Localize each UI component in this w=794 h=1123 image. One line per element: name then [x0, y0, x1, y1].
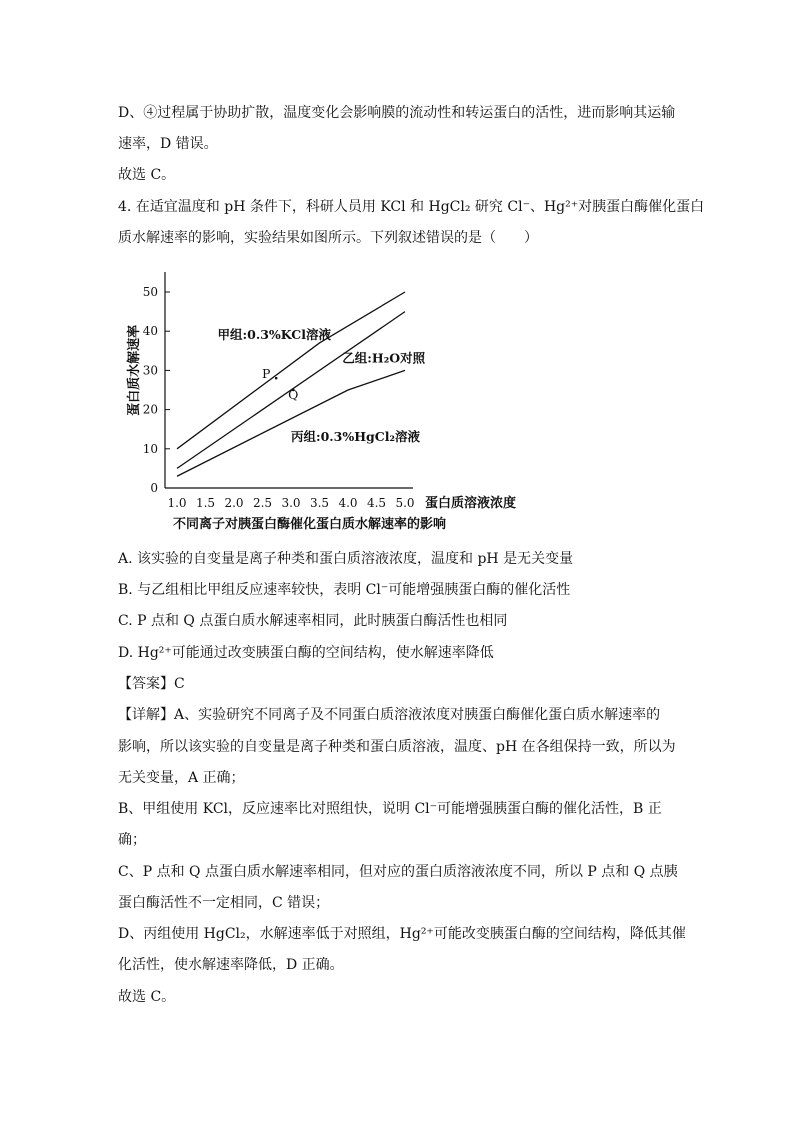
x-tick-label: 2.0 — [224, 496, 244, 510]
explanation-line6: C、P 点和 Q 点蛋白质水解速率相同，但对应的蛋白质溶液浓度不同，所以 P 点和 Q 点胰 — [118, 864, 678, 880]
option-c[interactable]: C. P 点和 Q 点蛋白质水解速率相同，此时胰蛋白酶活性也相同 — [118, 613, 508, 629]
enzyme-rate-chart — [118, 262, 558, 540]
point-p-label: P — [261, 366, 271, 382]
series-line-1 — [177, 292, 405, 449]
explanation-line9: 化活性，使水解速率降低，D 正确。 — [118, 957, 344, 973]
option-b[interactable]: B. 与乙组相比甲组反应速率较快，表明 Cl⁻可能增强胰蛋白酶的催化活性 — [118, 582, 571, 598]
x-tick-label: 2.5 — [252, 496, 273, 510]
explanation-line3: 无关变量，A 正确； — [118, 770, 245, 786]
x-tick-label: 1.0 — [167, 496, 187, 510]
explanation-conclusion: 故选 C。 — [118, 989, 176, 1005]
option-d-line1: D、④过程属于协助扩散，温度变化会影响膜的流动性和转运蛋白的活性，进而影响其运输 — [118, 105, 676, 121]
chart-title: 不同离子对胰蛋白酶催化蛋白质水解速率的影响 — [173, 517, 447, 532]
explanation-line2: 影响，所以该实验的自变量是离子种类和蛋白质溶液，温度、pH 在各组保持一致，所以为 — [118, 739, 676, 755]
x-axis-label: 蛋白质溶液浓度 — [425, 496, 517, 511]
y-tick-label: 30 — [142, 363, 158, 378]
answer-line: 【答案】C — [118, 676, 185, 692]
x-tick-label: 3.5 — [309, 496, 330, 510]
conclusion-line: 故选 C。 — [118, 167, 176, 183]
y-tick-label: 10 — [142, 441, 158, 456]
point-p-marker — [275, 377, 278, 380]
x-tick-label: 3.0 — [281, 496, 301, 510]
explanation-line4: B、甲组使用 KCl，反应速率比对照组快，说明 Cl⁻可能增强胰蛋白酶的催化活性，B 正 — [118, 801, 662, 817]
y-axis-label: 蛋白质水解速率 — [127, 324, 142, 416]
option-d-line2: 速率，D 错误。 — [118, 136, 218, 152]
y-tick-label: 20 — [142, 402, 158, 417]
x-tick-label: 1.5 — [195, 496, 216, 510]
y-tick-label: 40 — [142, 324, 158, 339]
series-label-1: 甲组:0.3%KCl溶液 — [217, 327, 331, 343]
series-label-3: 丙组:0.3%HgCl₂溶液 — [291, 429, 420, 445]
series-label-2: 乙组:H₂O对照 — [342, 350, 426, 366]
question-4-line2: 质水解速率的影响，实验结果如图所示。下列叙述错误的是（ ） — [118, 230, 538, 246]
y-tick-label: 50 — [142, 285, 158, 299]
x-tick-label: 5.0 — [395, 496, 415, 510]
x-tick-label: 4.0 — [338, 496, 358, 510]
explanation-line8: D、丙组使用 HgCl₂，水解速率低于对照组，Hg²⁺可能改变胰蛋白酶的空间结构，降低其催 — [118, 926, 686, 942]
x-tick-label: 4.5 — [366, 496, 387, 510]
question-4-line1: 4. 在适宜温度和 pH 条件下，科研人员用 KCl 和 HgCl₂ 研究 Cl⁻、Hg²⁺对胰蛋白酶催化蛋白 — [118, 199, 705, 215]
y-tick-label: 0 — [150, 481, 158, 495]
explanation-line5: 确； — [118, 832, 146, 848]
explanation-line7: 蛋白酶活性不一定相同，C 错误； — [118, 895, 330, 911]
point-q-label: Q — [288, 386, 299, 402]
explanation-line1: 【详解】A、实验研究不同离子及不同蛋白质溶液浓度对胰蛋白酶催化蛋白质水解速率的 — [118, 707, 661, 723]
chart-svg — [118, 262, 558, 540]
option-d[interactable]: D. Hg²⁺可能通过改变胰蛋白酶的空间结构，使水解速率降低 — [118, 645, 494, 661]
option-a[interactable]: A. 该实验的自变量是离子种类和蛋白质溶液浓度，温度和 pH 是无关变量 — [118, 551, 574, 567]
